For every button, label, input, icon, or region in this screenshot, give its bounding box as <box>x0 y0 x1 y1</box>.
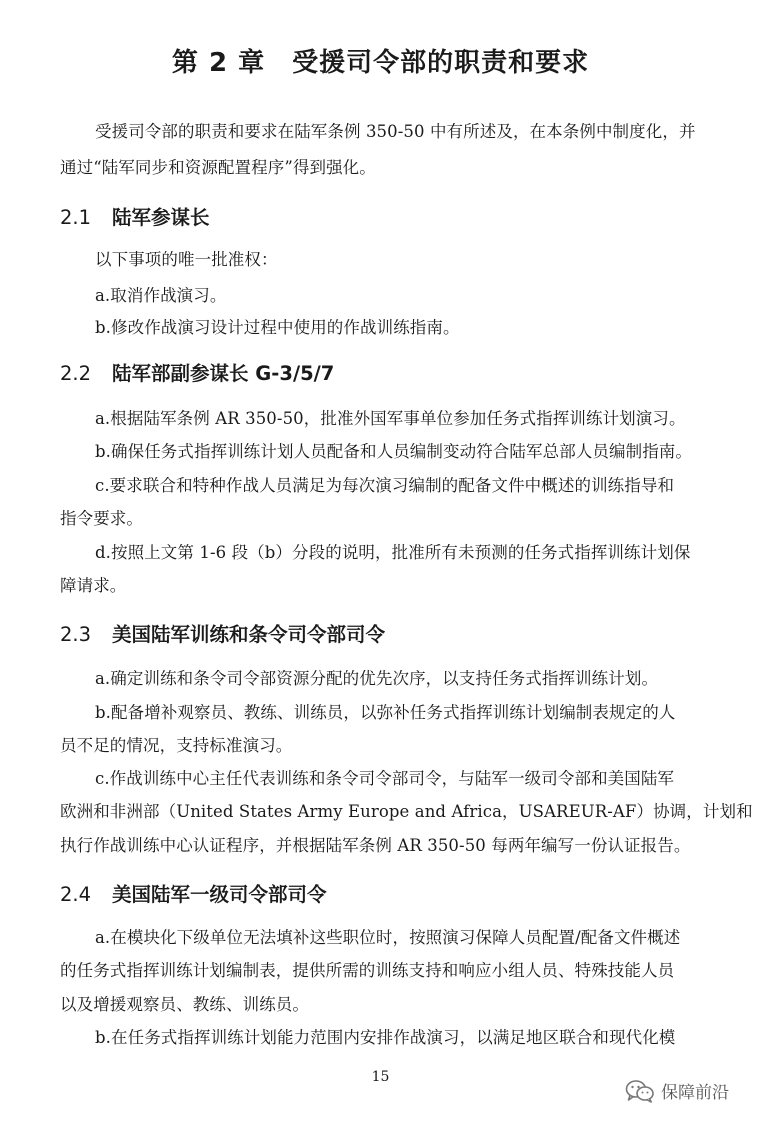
section-title: 陆军部副参谋长 G-3/5/7 <box>112 362 335 385</box>
paragraph-line: b.在任务式指挥训练计划能力范围内安排作战演习，以满足地区联合和现代化模 <box>95 1028 676 1047</box>
section-number: 2.3 <box>60 623 92 646</box>
chapter-title: 第 2 章 受援司令部的职责和要求 <box>171 48 590 78</box>
paragraph-line: a.根据陆军条例 AR 350-50，批准外国军事单位参加任务式指挥训练计划演习。 <box>95 409 686 428</box>
paragraph-line: 以下事项的唯一批准权： <box>95 250 278 269</box>
paragraph-line: 的任务式指挥训练计划编制表，提供所需的训练支持和响应小组人员、特殊技能人员 <box>60 961 675 980</box>
paragraph-line: 欧洲和非洲部（United States Army Europe and Africa，USAREUR-AF）协调，计划和 <box>60 802 753 821</box>
paragraph-line: a.确定训练和条令司令部资源分配的优先次序，以支持任务式指挥训练计划。 <box>95 669 659 688</box>
wechat-icon <box>625 1079 655 1103</box>
section-title: 美国陆军训练和条令司令部司令 <box>112 623 386 646</box>
watermark-label: 保障前沿 <box>661 1083 729 1103</box>
intro-line: 通过“陆军同步和资源配置程序”得到强化。 <box>60 158 376 177</box>
paragraph-line: 指令要求。 <box>60 509 143 528</box>
section-number: 2.4 <box>60 883 92 906</box>
paragraph-line: 障请求。 <box>60 576 127 595</box>
paragraph-line: 以及增援观察员、教练、训练员。 <box>60 995 309 1014</box>
section-title: 美国陆军一级司令部司令 <box>112 883 327 906</box>
section-heading <box>60 358 334 386</box>
intro-line: 受援司令部的职责和要求在陆军条例 350-50 中有所述及，在本条例中制度化，并 <box>95 122 696 141</box>
paragraph-line: b.配备增补观察员、教练、训练员，以弥补任务式指挥训练计划编制表规定的人 <box>95 703 676 722</box>
paragraph-line: a.取消作战演习。 <box>95 286 227 305</box>
section-heading <box>60 619 385 647</box>
paragraph-line: c.要求联合和特种作战人员满足为每次演习编制的配备文件中概述的训练指导和 <box>95 476 675 495</box>
paragraph-line: c.作战训练中心主任代表训练和条令司令部司令，与陆军一级司令部和美国陆军 <box>95 769 675 788</box>
page-number: 15 <box>371 1069 390 1085</box>
section-number: 2.2 <box>60 362 92 385</box>
watermark <box>625 1078 729 1103</box>
section-heading <box>60 879 327 907</box>
section-title: 陆军参谋长 <box>112 206 210 229</box>
paragraph-line: d.按照上文第 1-6 段（b）分段的说明，批准所有未预测的任务式指挥训练计划保 <box>95 543 691 562</box>
paragraph-line: b.确保任务式指挥训练计划人员配备和人员编制变动符合陆军总部人员编制指南。 <box>95 442 693 461</box>
paragraph-line: 执行作战训练中心认证程序，并根据陆军条例 AR 350-50 每两年编写一份认证报告。 <box>60 836 691 855</box>
paragraph-line: 员不足的情况，支持标准演习。 <box>60 736 293 755</box>
section-number: 2.1 <box>60 206 92 229</box>
section-heading <box>60 202 210 230</box>
paragraph-line: b.修改作战演习设计过程中使用的作战训练指南。 <box>95 318 460 337</box>
paragraph-line: a.在模块化下级单位无法填补这些职位时，按照演习保障人员配置/配备文件概述 <box>95 928 681 947</box>
